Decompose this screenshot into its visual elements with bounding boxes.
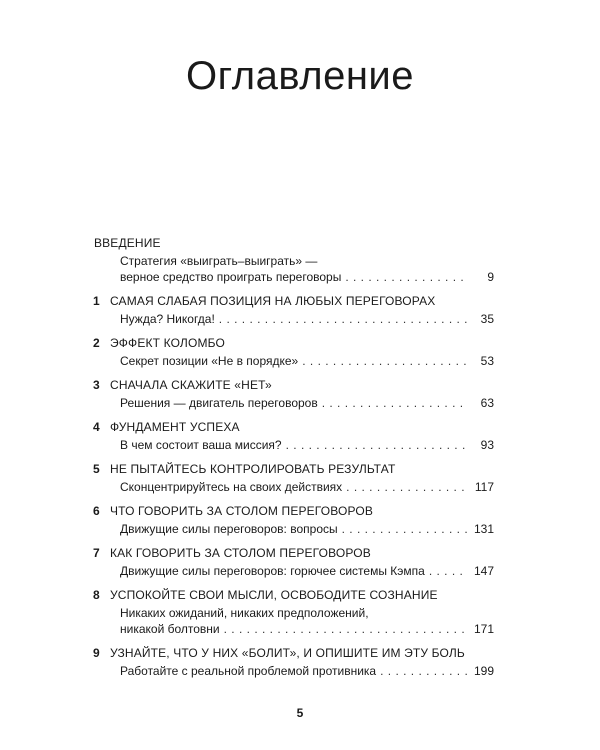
subtitle-line: Никаких ожиданий, никаких предположений,: [120, 606, 369, 620]
dot-leader: [322, 395, 468, 411]
subtitle-row: [120, 395, 494, 411]
chapter-number: 4: [93, 420, 100, 434]
toc-entry[interactable]: [94, 236, 494, 285]
subtitle-text: Работайте с реальной проблемой противника: [120, 664, 377, 678]
subtitle-row: [120, 269, 494, 285]
subtitle-row: [120, 663, 494, 679]
page-ref[interactable]: 171: [473, 622, 494, 636]
toc-entry[interactable]: [94, 546, 494, 579]
toc-entry[interactable]: [94, 646, 494, 679]
chapter-heading: [94, 236, 494, 251]
subtitle-row: [120, 353, 494, 369]
page-title: Оглавление: [185, 54, 414, 98]
chapter-title: ЧТО ГОВОРИТЬ ЗА СТОЛОМ ПЕРЕГОВОРОВ: [110, 504, 374, 518]
chapter-number: 8: [93, 588, 100, 602]
toc-entry[interactable]: [94, 504, 494, 537]
subtitle-text: Нужда? Никогда!: [120, 312, 215, 326]
chapter-title: УЗНАЙТЕ, ЧТО У НИХ «БОЛИТ», И ОПИШИТЕ ИМ ЭТУ БОЛЬ: [110, 646, 465, 660]
subtitle-text: Движущие силы переговоров: горючее системы Кэмпа: [120, 564, 425, 578]
toc-entry[interactable]: [94, 588, 494, 637]
subtitle-text: Сконцентрируйтесь на своих действиях: [120, 480, 343, 494]
subtitle-line: Стратегия «выиграть–выиграть» —: [120, 254, 318, 268]
chapter-number: 3: [93, 378, 100, 392]
page-ref[interactable]: 117: [474, 480, 494, 494]
page-ref[interactable]: 63: [480, 396, 494, 410]
chapter-subtitle: [94, 395, 494, 411]
dot-leader: [219, 311, 468, 327]
chapter-heading: [94, 378, 494, 393]
chapter-number: 7: [93, 546, 100, 560]
subtitle-row: [120, 621, 494, 637]
chapter-subtitle: [94, 663, 494, 679]
chapter-title: ВВЕДЕНИЕ: [94, 236, 161, 250]
subtitle-row: [120, 479, 494, 495]
dot-leader: [302, 353, 468, 369]
chapter-subtitle: [94, 563, 494, 579]
dot-leader: [346, 479, 468, 495]
chapter-title: ФУНДАМЕНТ УСПЕХА: [110, 420, 240, 434]
chapter-heading: [94, 336, 494, 351]
chapter-subtitle: [94, 479, 494, 495]
subtitle-text: никакой болтовни: [120, 622, 220, 636]
chapter-number: 5: [93, 462, 100, 476]
chapter-subtitle: [94, 253, 494, 285]
chapter-title: САМАЯ СЛАБАЯ ПОЗИЦИЯ НА ЛЮБЫХ ПЕРЕГОВОРАХ: [110, 294, 436, 308]
subtitle-text: Движущие силы переговоров: вопросы: [120, 522, 338, 536]
page-ref[interactable]: 131: [473, 522, 494, 536]
toc-entry[interactable]: [94, 462, 494, 495]
chapter-number: 1: [93, 294, 100, 308]
chapter-subtitle: [94, 311, 494, 327]
toc-entry[interactable]: [94, 294, 494, 327]
subtitle-text: верное средство проиграть переговоры: [120, 270, 342, 284]
page-ref[interactable]: 35: [480, 312, 494, 326]
chapter-heading: [94, 294, 494, 309]
chapter-title: ЭФФЕКТ КОЛОМБО: [110, 336, 225, 350]
chapter-subtitle: [94, 521, 494, 537]
chapter-title: КАК ГОВОРИТЬ ЗА СТОЛОМ ПЕРЕГОВОРОВ: [110, 546, 371, 560]
table-of-contents: [94, 236, 494, 688]
dot-leader: [380, 663, 468, 679]
chapter-subtitle: [94, 437, 494, 453]
dot-leader: [345, 269, 468, 285]
chapter-heading: [94, 504, 494, 519]
chapter-subtitle: [94, 605, 494, 637]
dot-leader: [224, 621, 468, 637]
chapter-heading: [94, 462, 494, 477]
chapter-title: НЕ ПЫТАЙТЕСЬ КОНТРОЛИРОВАТЬ РЕЗУЛЬТАТ: [110, 462, 396, 476]
chapter-number: 2: [93, 336, 100, 350]
subtitle-row: [120, 311, 494, 327]
subtitle-text: Секрет позиции «Не в порядке»: [120, 354, 299, 368]
chapter-title: СНАЧАЛА СКАЖИТЕ «НЕТ»: [110, 378, 272, 392]
dot-leader: [286, 437, 468, 453]
toc-entry[interactable]: [94, 378, 494, 411]
chapter-subtitle: [94, 353, 494, 369]
page-ref[interactable]: 199: [473, 664, 494, 678]
subtitle-text: Решения — двигатель переговоров: [120, 396, 318, 410]
page-ref[interactable]: 93: [480, 438, 494, 452]
dot-leader: [429, 563, 468, 579]
toc-entry[interactable]: [94, 420, 494, 453]
page-number: 5: [296, 706, 304, 720]
page-ref[interactable]: 9: [487, 270, 494, 284]
toc-entry[interactable]: [94, 336, 494, 369]
subtitle-row: [120, 521, 494, 537]
chapter-number: 9: [93, 646, 100, 660]
chapter-heading: [94, 646, 494, 661]
dot-leader: [342, 521, 468, 537]
chapter-title: УСПОКОЙТЕ СВОИ МЫСЛИ, ОСВОБОДИТЕ СОЗНАНИЕ: [110, 588, 438, 602]
chapter-heading: [94, 588, 494, 603]
page-ref[interactable]: 53: [480, 354, 494, 368]
subtitle-row: [120, 563, 494, 579]
chapter-heading: [94, 420, 494, 435]
chapter-heading: [94, 546, 494, 561]
subtitle-row: [120, 437, 494, 453]
page-ref[interactable]: 147: [473, 564, 494, 578]
subtitle-text: В чем состоит ваша миссия?: [120, 438, 282, 452]
chapter-number: 6: [93, 504, 100, 518]
